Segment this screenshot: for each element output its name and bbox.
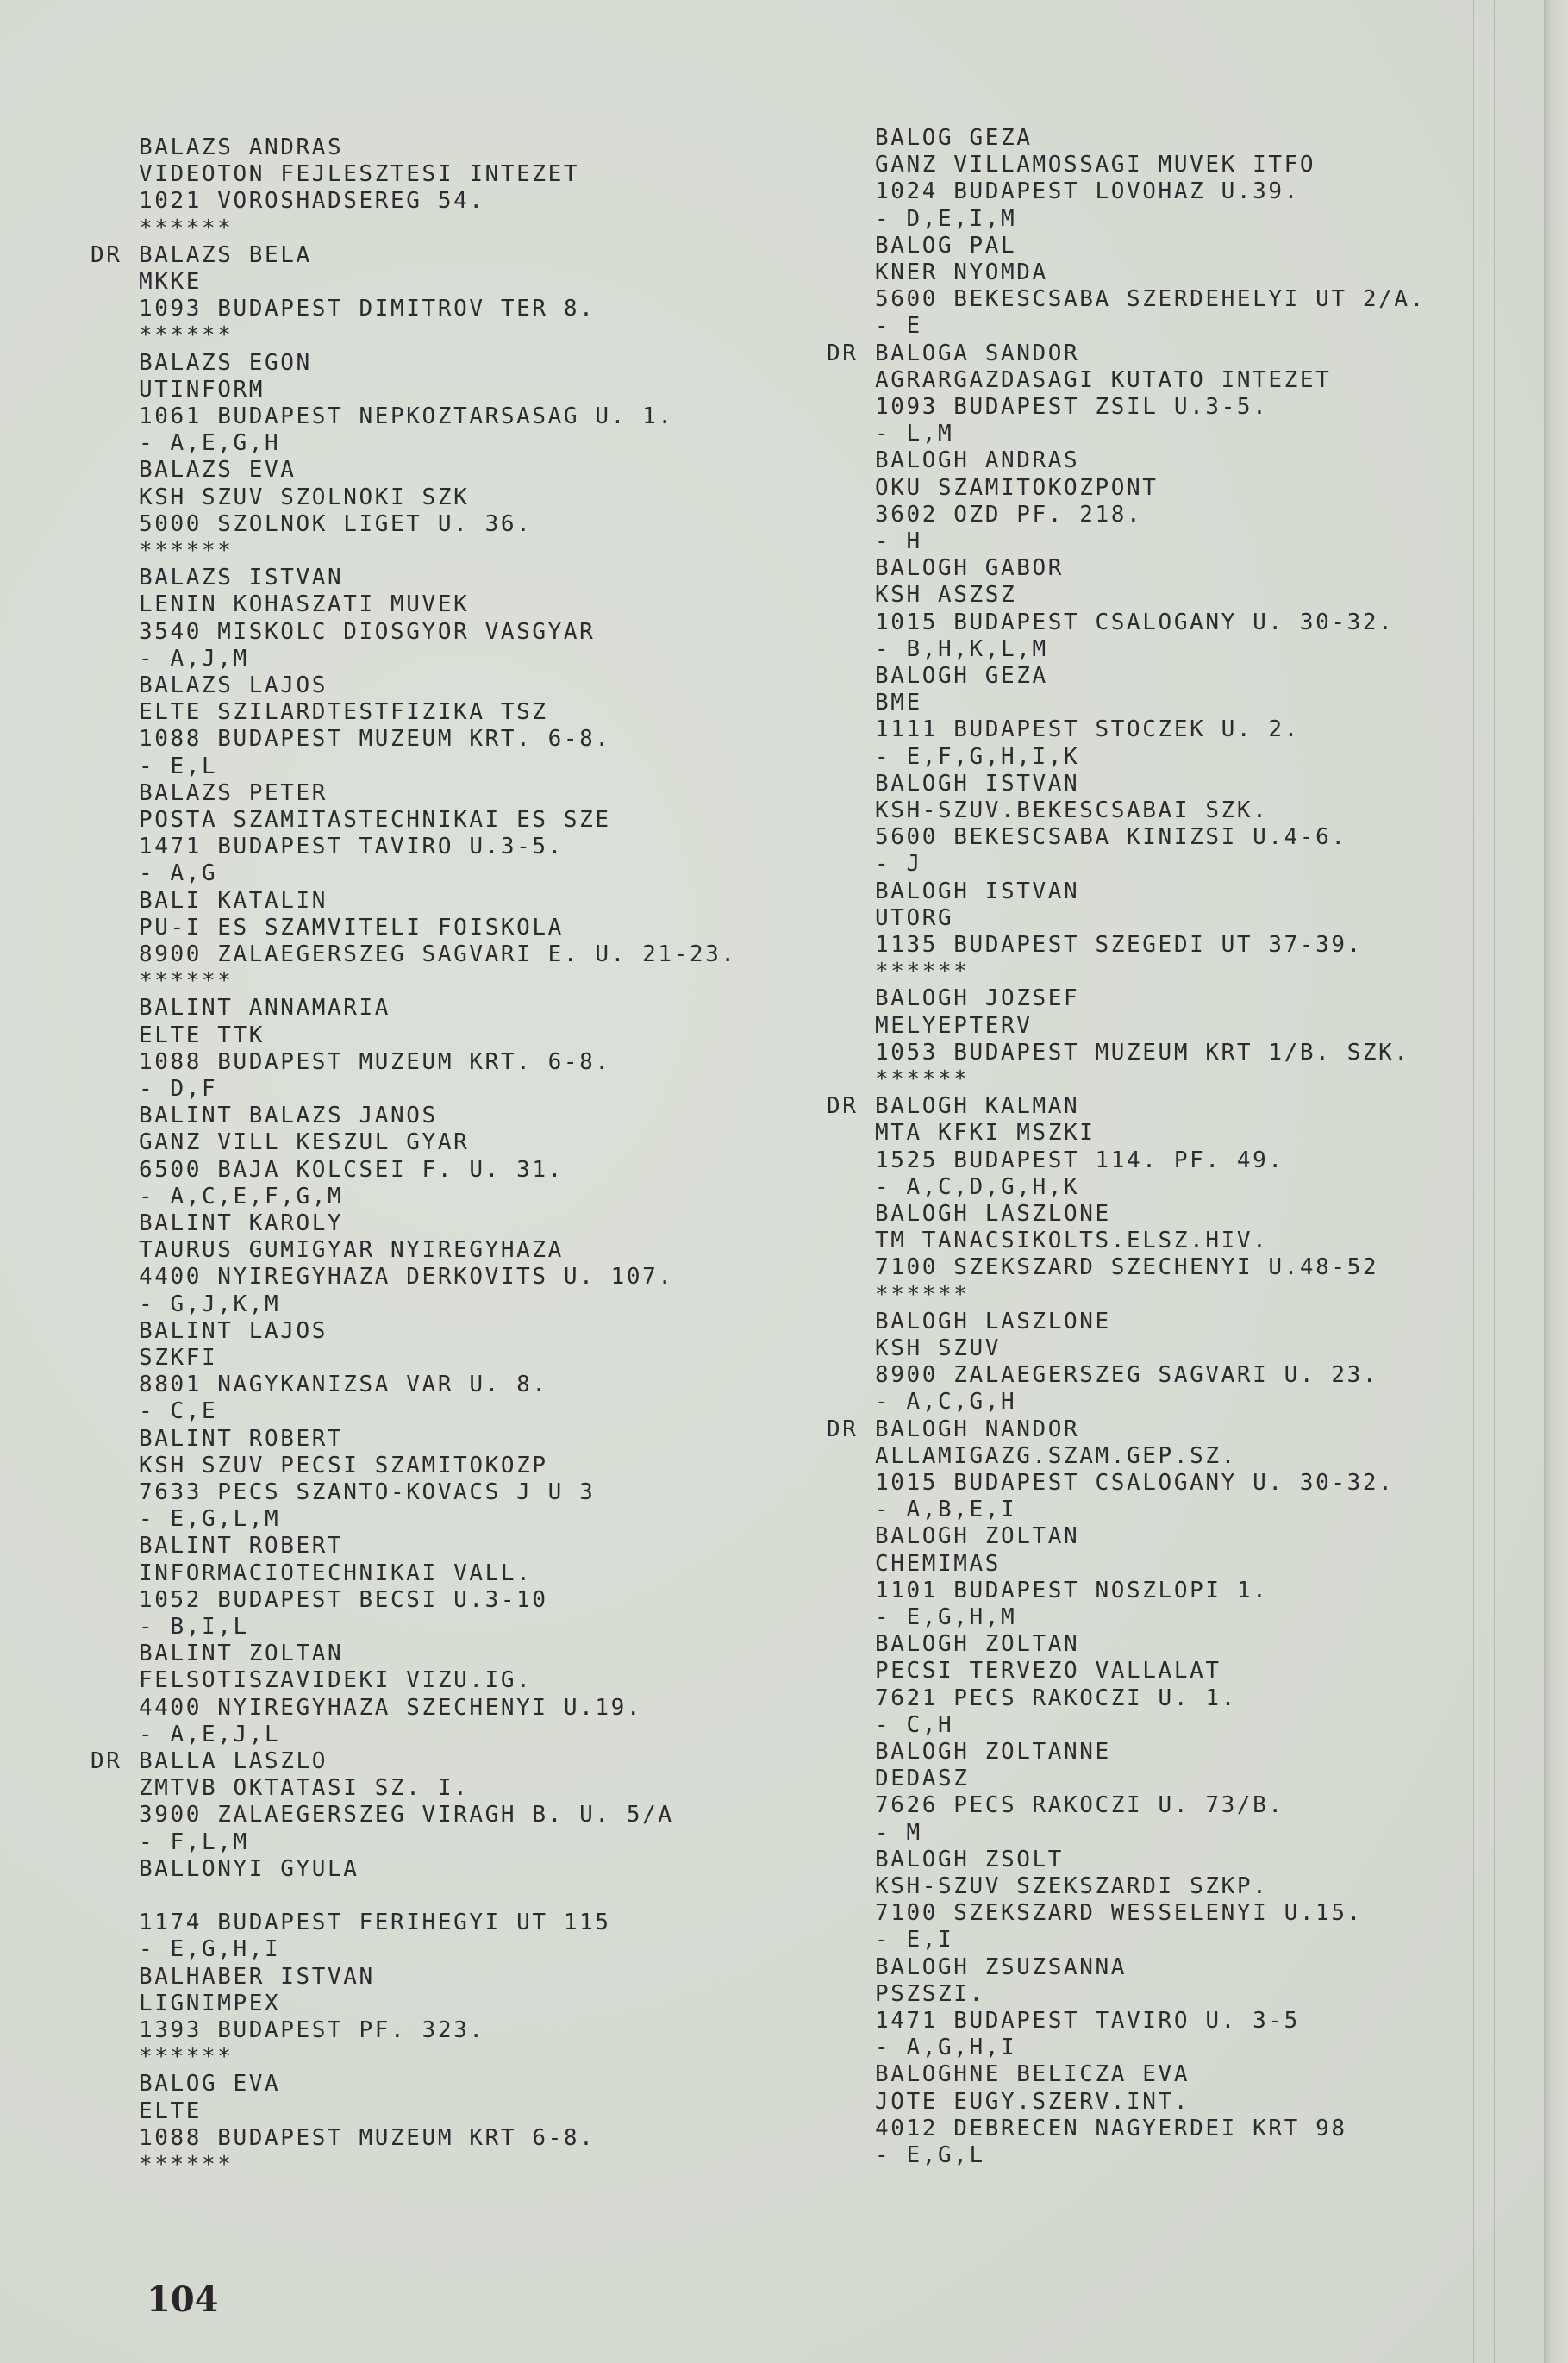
entry-name: BALOG GEZA <box>875 125 1033 151</box>
entry-organization: PECSI TERVEZO VALLALAT <box>875 1658 1221 1685</box>
entry-address: 3540 MISKOLC DIOSGYOR VASGYAR <box>139 618 596 645</box>
entry-organization: BME <box>875 690 922 716</box>
entry-codes: - A,G,H,I <box>875 2035 1017 2061</box>
entry-organization: FELSOTISZAVIDEKI VIZU.IG. <box>139 1667 533 1694</box>
entry-organization: JOTE EUGY.SZERV.INT. <box>875 2088 1190 2115</box>
entry-address: 1088 BUDAPEST MUZEUM KRT. 6-8. <box>139 726 611 753</box>
entry-address: 7100 SZEKSZARD WESSELENYI U.15. <box>875 1900 1363 1927</box>
entry-address: 1052 BUDAPEST BECSI U.3-10 <box>139 1586 548 1613</box>
page-edge <box>1544 0 1568 2363</box>
entry-codes: - A,C,G,H <box>875 1389 1017 1416</box>
entry-organization: LENIN KOHASZATI MUVEK <box>139 591 470 618</box>
entry-address: 4400 NYIREGYHAZA DERKOVITS U. 107. <box>139 1264 674 1291</box>
entry-name: BALLONYI GYULA <box>139 1855 359 1882</box>
entry-address: 1024 BUDAPEST LOVOHAZ U.39. <box>875 178 1300 205</box>
entry-codes: - D,E,I,M <box>875 205 1017 232</box>
entry-organization: PSZSZI. <box>875 1980 985 2007</box>
entry-address: 1393 BUDAPEST PF. 323. <box>139 2017 485 2043</box>
entry-organization: DEDASZ <box>875 1766 970 1792</box>
entry-codes: - E,F,G,H,I,K <box>875 743 1080 770</box>
entry-codes: - B,H,K,L,M <box>875 635 1048 662</box>
entry-title-prefix: DR <box>827 1093 859 1120</box>
entry-name: BALOGH ANDRAS <box>875 447 1080 474</box>
entry-address: 7621 PECS RAKOCZI U. 1. <box>875 1685 1237 1711</box>
entry-name: BALLA LASZLO <box>139 1748 328 1774</box>
entry-address: 4012 DEBRECEN NAGYERDEI KRT 98 <box>875 2115 1347 2141</box>
entry-organization: ZMTVB OKTATASI SZ. I. <box>139 1775 470 1802</box>
entry-name: BALOGH GEZA <box>875 663 1048 689</box>
entry-codes: - L,M <box>875 421 954 447</box>
page-number: 104 <box>147 2279 219 2320</box>
entry-name: BALOGHNE BELICZA EVA <box>875 2061 1190 2088</box>
entry-name: BALINT ANNAMARIA <box>139 995 391 1022</box>
entry-codes: - G,J,K,M <box>139 1291 281 1317</box>
entry-name: BALOGH LASZLONE <box>875 1308 1111 1335</box>
entry-codes: - A,C,E,F,G,M <box>139 1183 344 1210</box>
entry-name: BALAZS ANDRAS <box>139 134 344 160</box>
page-fold-line <box>1494 0 1495 2363</box>
entry-name: BALAZS LAJOS <box>139 672 328 698</box>
entry-address: 8801 NAGYKANIZSA VAR U. 8. <box>139 1372 548 1398</box>
entry-name: BALOG PAL <box>875 232 1017 259</box>
entry-address: 1021 VOROSHADSEREG 54. <box>139 188 485 215</box>
entry-address: 1088 BUDAPEST MUZEUM KRT 6-8. <box>139 2124 596 2151</box>
entry-address: 5600 BEKESCSABA SZERDEHELYI UT 2/A. <box>875 286 1426 313</box>
entry-organization: GANZ VILLAMOSSAGI MUVEK ITFO <box>875 152 1316 178</box>
entry-name: BALINT ZOLTAN <box>139 1641 344 1667</box>
entry-address: 1093 BUDAPEST ZSIL U.3-5. <box>875 394 1269 420</box>
entry-codes: ****** <box>139 968 234 995</box>
entry-organization: MELYEPTERV <box>875 1012 1033 1039</box>
entry-codes: ****** <box>875 959 970 985</box>
entry-name: BALOGH ISTVAN <box>875 878 1080 904</box>
entry-address: 8900 ZALAEGERSZEG SAGVARI U. 23. <box>875 1362 1379 1389</box>
entry-codes: - E,G,L,M <box>139 1506 281 1533</box>
entry-name: BALOGH KALMAN <box>875 1093 1080 1120</box>
entry-organization: POSTA SZAMITASTECHNIKAI ES SZE <box>139 807 611 833</box>
entry-codes: ****** <box>875 1281 970 1308</box>
entry-organization: UTORG <box>875 904 954 931</box>
entry-codes: ****** <box>875 1066 970 1092</box>
entry-codes: - E,L <box>139 753 218 779</box>
entry-organization: UTINFORM <box>139 376 265 403</box>
entry-address: 4400 NYIREGYHAZA SZECHENYI U.19. <box>139 1694 643 1721</box>
entry-organization: ELTE SZILARDTESTFIZIKA TSZ <box>139 699 548 726</box>
entry-name: BALINT LAJOS <box>139 1317 328 1344</box>
entry-address: 1053 BUDAPEST MUZEUM KRT 1/B. SZK. <box>875 1039 1410 1066</box>
entry-organization: TAURUS GUMIGYAR NYIREGYHAZA <box>139 1237 564 1264</box>
entry-name: BALINT ROBERT <box>139 1533 344 1560</box>
entry-codes: - E,G,L <box>875 2142 985 2168</box>
entry-codes: - A,E,G,H <box>139 430 281 457</box>
entry-organization: ALLAMIGAZG.SZAM.GEP.SZ. <box>875 1442 1237 1469</box>
entry-codes: - J <box>875 851 922 878</box>
entry-codes: - A,C,D,G,H,K <box>875 1173 1080 1200</box>
entry-organization: LIGNIMPEX <box>139 1990 281 2016</box>
entry-name: BALOGH ZOLTAN <box>875 1523 1080 1550</box>
entry-organization: KSH-SZUV.BEKESCSABAI SZK. <box>875 797 1269 823</box>
entry-address: 1525 BUDAPEST 114. PF. 49. <box>875 1147 1284 1173</box>
entry-codes: - A,E,J,L <box>139 1721 281 1747</box>
entry-address: 8900 ZALAEGERSZEG SAGVARI E. U. 21-23. <box>139 941 737 967</box>
entry-organization: GANZ VILL KESZUL GYAR <box>139 1129 470 1156</box>
entry-name: BALINT KAROLY <box>139 1210 344 1236</box>
entry-address: 3602 OZD PF. 218. <box>875 501 1143 528</box>
entry-codes: ****** <box>139 2044 234 2071</box>
entry-address: 1111 BUDAPEST STOCZEK U. 2. <box>875 716 1300 743</box>
entry-title-prefix: DR <box>91 1748 122 1774</box>
entry-organization: AGRARGAZDASAGI KUTATO INTEZET <box>875 366 1332 393</box>
entry-name: BALI KATALIN <box>139 887 328 914</box>
entry-name: BALHABER ISTVAN <box>139 1963 375 1990</box>
entry-organization: CHEMIMAS <box>875 1550 1002 1577</box>
entry-organization: KSH SZUV SZOLNOKI SZK <box>139 484 470 510</box>
entry-title-prefix: DR <box>827 1416 859 1442</box>
entry-name: BALOGA SANDOR <box>875 340 1080 366</box>
entry-organization: OKU SZAMITOKOZPONT <box>875 474 1159 501</box>
entry-codes: - E <box>875 313 922 340</box>
entry-codes: - C,H <box>875 1711 954 1738</box>
entry-title-prefix: DR <box>827 340 859 366</box>
entry-name: BALINT ROBERT <box>139 1425 344 1452</box>
entry-address: 7100 SZEKSZARD SZECHENYI U.48-52 <box>875 1254 1379 1281</box>
entry-name: BALAZS PETER <box>139 779 328 806</box>
entry-address: 6500 BAJA KOLCSEI F. U. 31. <box>139 1156 564 1183</box>
entry-name: BALOGH ZSOLT <box>875 1846 1065 1872</box>
entry-organization: KSH SZUV PECSI SZAMITOKOZP <box>139 1452 548 1478</box>
entry-organization: SZKFI <box>139 1345 218 1371</box>
entry-address: 5600 BEKESCSABA KINIZSI U.4-6. <box>875 824 1347 851</box>
entry-address: 1101 BUDAPEST NOSZLOPI 1. <box>875 1577 1269 1603</box>
entry-address: 7626 PECS RAKOCZI U. 73/B. <box>875 1792 1284 1819</box>
entry-name: BALOGH LASZLONE <box>875 1201 1111 1227</box>
entry-name: BALOGH ISTVAN <box>875 770 1080 797</box>
entry-address: 1093 BUDAPEST DIMITROV TER 8. <box>139 296 596 322</box>
entry-address: 1135 BUDAPEST SZEGEDI UT 37-39. <box>875 932 1363 958</box>
entry-organization: PU-I ES SZAMVITELI FOISKOLA <box>139 914 564 941</box>
entry-codes: - M <box>875 1819 922 1846</box>
entry-codes: - B,I,L <box>139 1614 249 1640</box>
entry-organization: TM TANACSIKOLTS.ELSZ.HIV. <box>875 1228 1269 1254</box>
entry-name: BALAZS ISTVAN <box>139 565 344 591</box>
entry-address: 3900 ZALAEGERSZEG VIRAGH B. U. 5/A <box>139 1802 674 1829</box>
entry-organization: KSH-SZUV SZEKSZARDI SZKP. <box>875 1873 1269 1899</box>
entry-name: BALOGH JOZSEF <box>875 985 1080 1012</box>
entry-address: 1471 BUDAPEST TAVIRO U.3-5. <box>139 834 564 860</box>
entry-codes: - A,B,E,I <box>875 1497 1017 1523</box>
entry-organization: ELTE TTK <box>139 1022 265 1048</box>
entry-organization: INFORMACIOTECHNIKAI VALL. <box>139 1560 533 1586</box>
entry-address: 1174 BUDAPEST FERIHEGYI UT 115 <box>139 1910 611 1936</box>
entry-name: BALOGH ZOLTANNE <box>875 1739 1111 1765</box>
entry-codes: ****** <box>139 322 234 349</box>
entry-organization: VIDEOTON FEJLESZTESI INTEZET <box>139 161 580 188</box>
entry-organization: MTA KFKI MSZKI <box>875 1120 1096 1147</box>
entry-codes: - C,E <box>139 1398 218 1425</box>
entry-address: 5000 SZOLNOK LIGET U. 36. <box>139 510 533 537</box>
entry-name: BALAZS EGON <box>139 349 312 376</box>
entry-address: 1061 BUDAPEST NEPKOZTARSASAG U. 1. <box>139 403 674 429</box>
page-fold-line <box>1473 0 1474 2363</box>
entry-name: BALOG EVA <box>139 2071 281 2097</box>
entry-codes: - D,F <box>139 1076 218 1102</box>
entry-organization: KSH ASZSZ <box>875 582 1017 609</box>
entry-codes: ****** <box>139 538 234 564</box>
entry-codes: - H <box>875 528 922 554</box>
entry-organization: MKKE <box>139 269 203 295</box>
entry-address: 7633 PECS SZANTO-KOVACS J U 3 <box>139 1479 596 1505</box>
entry-name: BALOGH ZSUZSANNA <box>875 1954 1128 1980</box>
entry-codes: - E,G,H,I <box>139 1936 281 1963</box>
entry-codes: - E,G,H,M <box>875 1604 1017 1630</box>
entry-name: BALAZS BELA <box>139 241 312 268</box>
entry-codes: - A,J,M <box>139 645 249 672</box>
entry-codes: ****** <box>139 2152 234 2178</box>
entry-codes: - E,I <box>875 1927 954 1954</box>
entry-address: 1015 BUDAPEST CSALOGANY U. 30-32. <box>875 1470 1395 1496</box>
entry-name: BALAZS EVA <box>139 457 297 484</box>
entry-codes: - F,L,M <box>139 1829 249 1855</box>
entry-address: 1015 BUDAPEST CSALOGANY U. 30-32. <box>875 609 1395 635</box>
entry-codes: ****** <box>139 215 234 241</box>
entry-organization: KNER NYOMDA <box>875 259 1048 285</box>
entry-name: BALOGH NANDOR <box>875 1416 1080 1442</box>
entry-name: BALINT BALAZS JANOS <box>139 1103 438 1129</box>
entry-organization: KSH SZUV <box>875 1335 1002 1361</box>
entry-codes: - A,G <box>139 860 218 887</box>
entry-name: BALOGH ZOLTAN <box>875 1631 1080 1658</box>
entry-address: 1471 BUDAPEST TAVIRO U. 3-5 <box>875 2008 1300 2034</box>
entry-name: BALOGH GABOR <box>875 555 1065 582</box>
entry-address: 1088 BUDAPEST MUZEUM KRT. 6-8. <box>139 1048 611 1075</box>
entry-organization: ELTE <box>139 2097 203 2124</box>
entry-title-prefix: DR <box>91 241 122 268</box>
